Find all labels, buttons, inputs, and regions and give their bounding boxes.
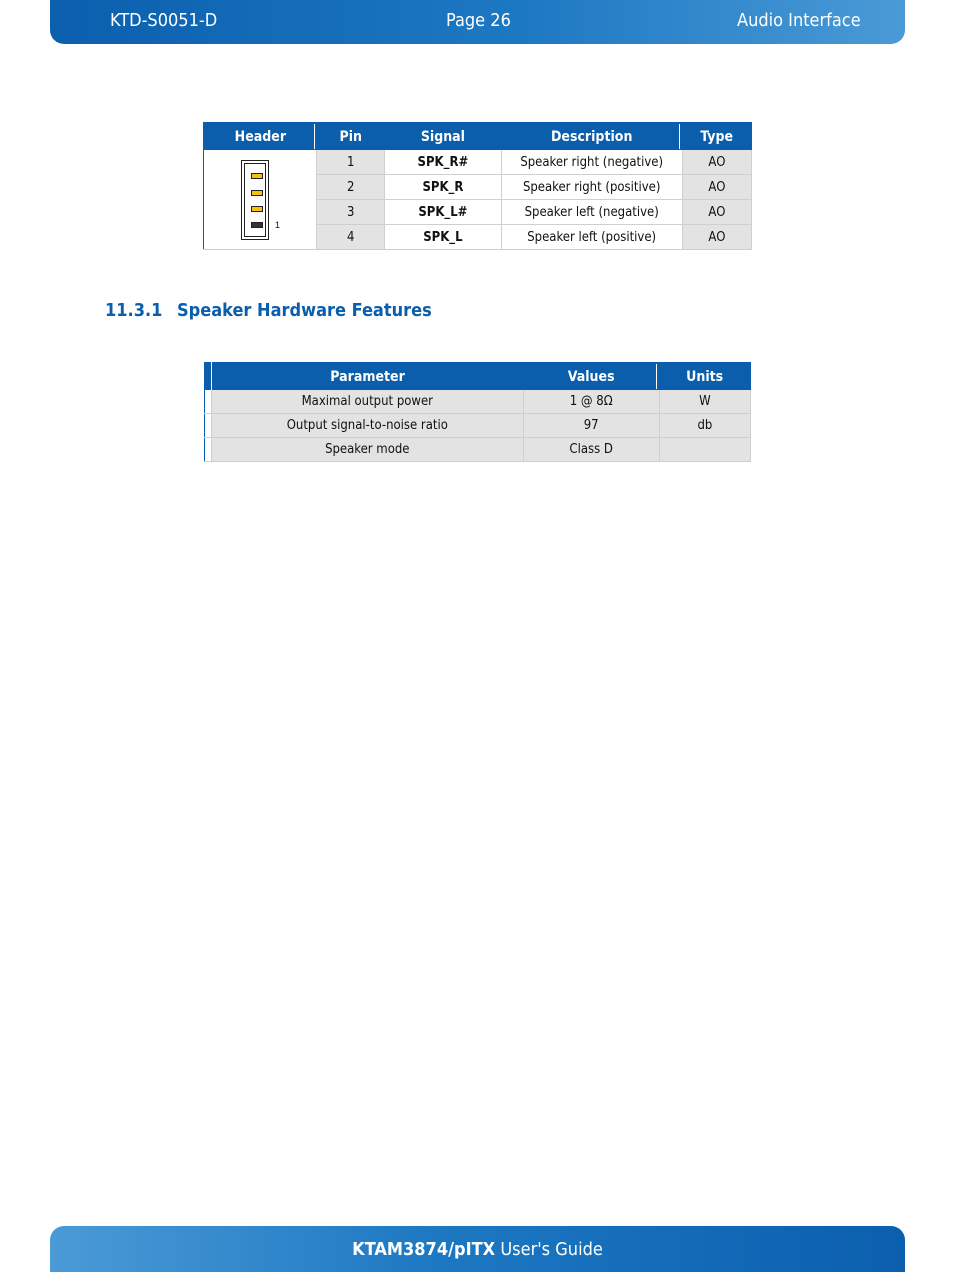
pin-1-marker: [251, 222, 263, 228]
pin-3-marker: [251, 190, 263, 196]
parameter-cell: Output signal-to-noise ratio: [212, 414, 524, 438]
value-cell: 97: [523, 414, 659, 438]
page-footer-bar: [50, 1226, 905, 1272]
description-cell: Speaker right (negative): [501, 150, 682, 175]
pin-cell: 4: [317, 225, 385, 250]
column-header: Header: [204, 123, 317, 151]
type-cell: AO: [682, 200, 751, 225]
pin-2-marker: [251, 206, 263, 212]
column-header: Signal: [385, 123, 501, 151]
column-header: Description: [501, 123, 682, 151]
column-header: Parameter: [212, 363, 524, 391]
table-header-row: [204, 123, 752, 151]
description-cell: Speaker left (positive): [501, 225, 682, 250]
description-cell: Speaker right (positive): [501, 175, 682, 200]
parameter-cell: Speaker mode: [212, 438, 524, 462]
table-row: [205, 438, 751, 462]
table-row: [204, 150, 752, 175]
table-row: [205, 390, 751, 414]
table-header-row: [205, 363, 751, 391]
document-id: KTD-S0051-D: [110, 10, 218, 31]
header-stripe: [205, 363, 212, 391]
connector-diagram: [204, 150, 317, 250]
speaker-header-icon: [241, 160, 269, 240]
pin-1-label: 1: [275, 220, 281, 230]
unit-cell: [659, 438, 750, 462]
speaker-pin-table: [203, 122, 752, 250]
table-row: [205, 414, 751, 438]
column-header: Units: [659, 363, 750, 391]
section-heading: [105, 300, 432, 321]
type-cell: AO: [682, 175, 751, 200]
product-name: KTAM3874/pITX: [352, 1239, 496, 1260]
page-header-bar: [50, 0, 905, 44]
pin-cell: 3: [317, 200, 385, 225]
value-cell: Class D: [523, 438, 659, 462]
section-name: Audio Interface: [737, 10, 861, 31]
column-header: Values: [523, 363, 659, 391]
unit-cell: db: [659, 414, 750, 438]
signal-cell: SPK_L: [385, 225, 501, 250]
pin-4-marker: [251, 173, 263, 179]
type-cell: AO: [682, 150, 751, 175]
pin-cell: 2: [317, 175, 385, 200]
section-number: 11.3.1: [105, 300, 163, 321]
signal-cell: SPK_R#: [385, 150, 501, 175]
value-cell: 1 @ 8Ω: [523, 390, 659, 414]
parameter-cell: Maximal output power: [212, 390, 524, 414]
pin-cell: 1: [317, 150, 385, 175]
column-header: Type: [682, 123, 751, 151]
page-number: Page 26: [446, 10, 511, 31]
signal-cell: SPK_R: [385, 175, 501, 200]
unit-cell: W: [659, 390, 750, 414]
speaker-parameters-table: [204, 362, 751, 462]
guide-label: User's Guide: [500, 1239, 603, 1260]
column-header: Pin: [317, 123, 385, 151]
description-cell: Speaker left (negative): [501, 200, 682, 225]
section-title: Speaker Hardware Features: [177, 300, 432, 321]
type-cell: AO: [682, 225, 751, 250]
signal-cell: SPK_L#: [385, 200, 501, 225]
